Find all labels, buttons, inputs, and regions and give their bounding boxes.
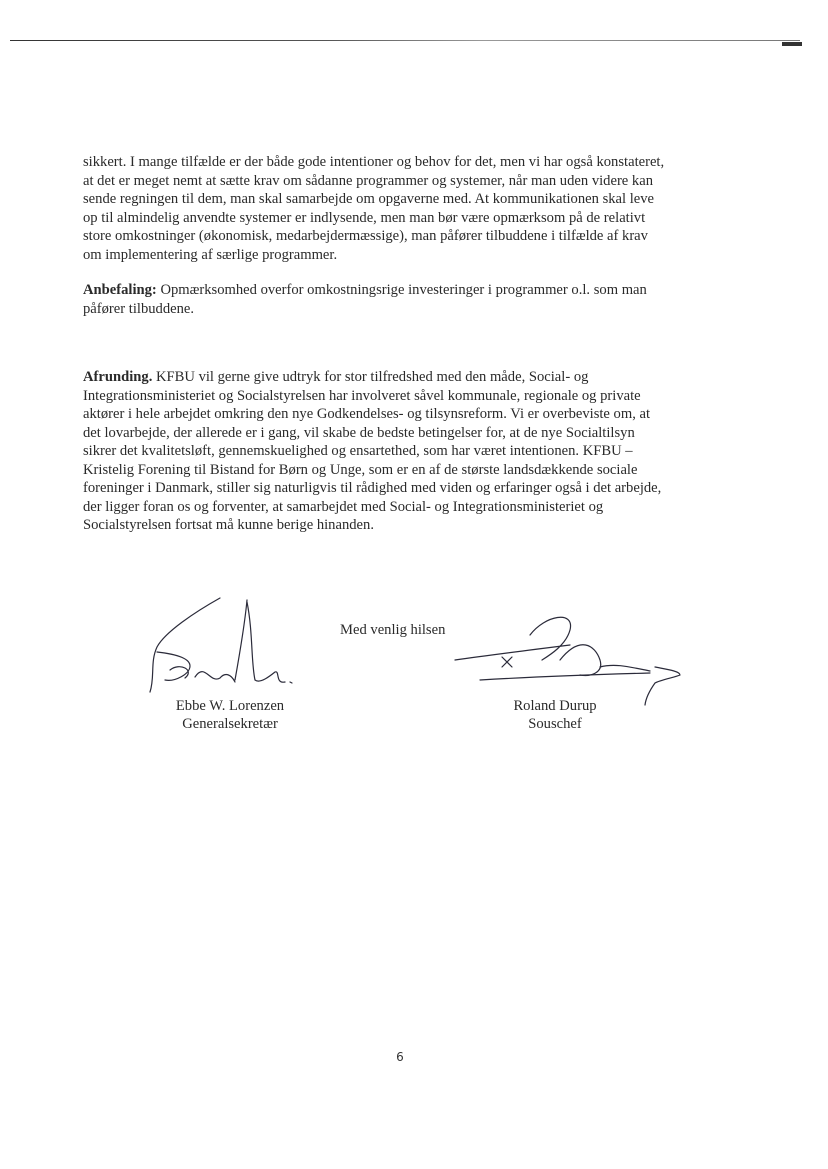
- signatory-name: Roland Durup: [513, 698, 597, 714]
- paragraph-recommendation: [83, 281, 723, 318]
- signatory-left: [150, 697, 310, 733]
- paragraph-implementation-costs: [83, 153, 723, 264]
- text-line: der ligger foran os og forventer, at samarbejdet med Social- og Integrationsministeriet og: [83, 498, 604, 515]
- paragraph-closing: [83, 368, 723, 535]
- text-line: om implementering af særlige programmer.: [83, 246, 338, 263]
- greeting: Med venlig hilsen: [340, 622, 446, 638]
- header-rule-mark: [782, 42, 802, 46]
- closing-text: KFBU vil gerne give udtryk for stor tilfredshed med den måde, Social- og: [152, 369, 589, 385]
- text-line: at det er meget nemt at sætte krav om sådanne programmer og systemer, når man uden videre kan: [83, 172, 653, 189]
- text-line: aktører i hele arbejdet omkring den nye Godkendelses- og tilsynsreform. Vi er overbeviste om, at: [83, 406, 651, 422]
- recommendation-label: Anbefaling:: [83, 282, 157, 298]
- text-line: op til almindelig anvendte systemer er indlysende, men man bør være opmærksom på de relativt: [83, 209, 646, 226]
- page-number: 6: [396, 1050, 404, 1064]
- recommendation-line-2: påfører tilbuddene.: [83, 300, 195, 317]
- header-rule: [10, 40, 800, 41]
- signatory-title: Souschef: [528, 716, 582, 732]
- text-line: sikrer det kvalitetsløft, gennemskuelighed og ensartethed, som har været intentionen. KFBU –: [83, 443, 633, 459]
- recommendation-line-1: [83, 281, 723, 300]
- signatory-title: Generalsekretær: [182, 716, 278, 732]
- text-line: Socialstyrelsen fortsat må kunne berige hinanden.: [83, 517, 374, 533]
- text-line: sende regningen til dem, man skal samarbejde om opgaverne med. At kommunikationen skal leve: [83, 191, 655, 207]
- text-line: det lovarbejde, der allerede er i gang, vil skabe de bedste betingelser for, at de nye Socialtilsyn: [83, 424, 635, 441]
- text-line: Integrationsministeriet og Socialstyrelsen har involveret såvel kommunale, regionale og private: [83, 387, 641, 404]
- text-line: store omkostninger (økonomisk, medarbejdermæssige), man påfører tilbuddene i tilfælde af krav: [83, 228, 648, 244]
- recommendation-text: Opmærksomhed overfor omkostningsrige investeringer i programmer o.l. som man: [156, 282, 647, 298]
- signatory-name: Ebbe W. Lorenzen: [175, 698, 285, 714]
- signatory-right: [475, 697, 635, 733]
- text-line: sikkert. I mange tilfælde er der både gode intentioner og behov for det, men vi har også konstateret,: [83, 154, 665, 170]
- signature-roland-durup: [450, 605, 690, 710]
- signature-ebbe-lorenzen: [135, 592, 305, 702]
- text-line: foreninger i Danmark, stiller sig naturligvis til rådighed med viden og erfaringer også i det arbejde,: [83, 480, 662, 496]
- closing-label: Afrunding.: [83, 369, 153, 385]
- closing-line-1: [83, 368, 723, 387]
- text-line: Kristelig Forening til Bistand for Børn og Unge, som er en af de største landsdækkende sociale: [83, 461, 638, 478]
